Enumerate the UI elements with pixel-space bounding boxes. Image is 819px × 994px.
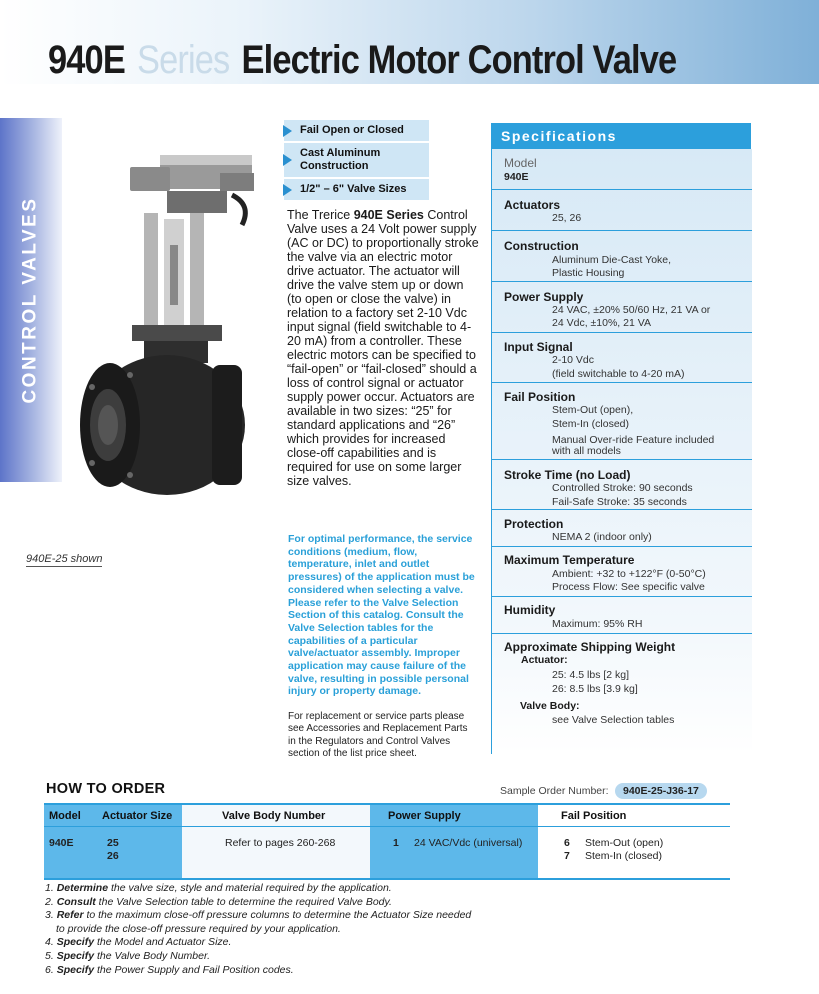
specifications-heading: Specifications xyxy=(491,123,751,149)
order-table-bottom-rule xyxy=(44,878,730,880)
step-text: to the maximum close-off pressure columns to determine the Actuator Size needed xyxy=(83,909,472,922)
order-header-actuator: Actuator Size xyxy=(102,810,173,822)
step-number: 1. xyxy=(45,882,54,894)
spec-value: Controlled Stroke: 90 seconds xyxy=(552,482,693,494)
application-warning: For optimal performance, the service conditions (medium, flow, temperature, inlet and outlet pressures) of the application must be considered when selecting a valve. Please refer to the Valve Selection Section of this catalog. Consult the Valve Selection tables for the capabilities of a particular valve/actuator assembly. Improper application may cause failure of the valve, resulting in possible personal injury or property damage. xyxy=(288,533,475,698)
order-step xyxy=(45,923,745,937)
step-text: to provide the close-off pressure required by your application. xyxy=(56,922,341,935)
step-verb: Refer xyxy=(56,909,84,922)
spec-value: Stem-Out (open), xyxy=(552,404,634,416)
step-verb: Consult xyxy=(56,895,96,908)
section-sidebar-label: CONTROL VALVES xyxy=(20,196,42,404)
description-lead: The Trerice xyxy=(287,208,354,222)
title-series: Series xyxy=(137,38,230,82)
feature-item xyxy=(284,143,429,179)
spec-title: Fail Position xyxy=(504,390,576,404)
spec-value: see Valve Selection tables xyxy=(552,714,675,726)
spec-power-supply xyxy=(492,282,752,333)
spec-value: Ambient: +32 to +122°F (0-50°C) xyxy=(552,568,706,580)
order-step xyxy=(45,950,745,964)
order-actuator-value: 25 xyxy=(107,837,119,849)
spec-model xyxy=(492,149,752,190)
feature-item xyxy=(284,120,429,143)
spec-value: 25, 26 xyxy=(552,212,582,224)
feature-text: Fail Open or Closed xyxy=(300,124,404,136)
title-model: 940E xyxy=(48,38,125,82)
spec-stroke-time xyxy=(492,460,752,510)
spec-value: 26: 8.5 lbs [3.9 kg] xyxy=(552,683,638,695)
feature-item xyxy=(284,179,429,202)
step-number: 5. xyxy=(45,949,54,962)
spec-value: Stem-In (closed) xyxy=(552,418,630,430)
spec-title: Input Signal xyxy=(504,340,573,354)
step-number: 4. xyxy=(45,936,54,949)
triangle-bullet-icon xyxy=(283,125,292,137)
order-steps xyxy=(45,882,745,977)
image-caption: 940E-25 shown xyxy=(26,553,103,565)
spec-value: 24 VAC, ±20% 50/60 Hz, 21 VA or xyxy=(552,304,711,316)
spec-title: Power Supply xyxy=(504,290,584,304)
step-text: the valve size, style and material required by the application. xyxy=(108,882,392,894)
specifications-panel xyxy=(491,149,752,754)
spec-subtitle: Valve Body: xyxy=(520,700,580,712)
order-fail-label: Stem-In (closed) xyxy=(585,850,663,862)
spec-title: Construction xyxy=(504,239,579,253)
product-description xyxy=(287,208,479,488)
step-text: the Model and Actuator Size. xyxy=(94,936,232,949)
image-caption-underline xyxy=(26,566,102,567)
spec-max-temperature xyxy=(492,547,752,597)
spec-input-signal xyxy=(492,333,752,383)
replacement-note: For replacement or service parts please see Accessories and Replacement Parts in the Regulators and Control Valves section of the list price sheet. xyxy=(288,711,468,760)
order-power-value: 24 VAC/Vdc (universal) xyxy=(414,837,523,849)
section-sidebar-label-wrap xyxy=(0,118,62,482)
order-step xyxy=(45,882,745,896)
spec-shipping-weight xyxy=(492,634,752,754)
order-header-model: Model xyxy=(49,810,81,822)
order-table-header-rule xyxy=(44,826,730,827)
spec-value: Fail-Safe Stroke: 35 seconds xyxy=(552,496,687,508)
order-fail-label: Stem-Out (open) xyxy=(585,837,664,849)
step-text: the Valve Body Number. xyxy=(94,949,210,962)
valve-product-image xyxy=(72,125,277,545)
page-title xyxy=(48,38,676,83)
description-body: Control Valve uses a 24 Volt power supply (AC or DC) to proportionally stroke the valve via an electric motor drive actuator. The actuator will drive the valve stem up or down (to open or close the valve) in relation to a factory set 2-10 Vdc input signal (field switchable to 4-20 mA) from a controller. These electric motors can be specified to “fail-open” or “fail-closed” should a loss of control signal or actuator supply power occur. Actuators are available in two sizes: “25” for standard applications and “26” which provides for increased close-off capabilities and is required for use on some larger size valves. xyxy=(287,208,479,488)
spec-value: 940E xyxy=(504,171,529,183)
order-table-top-rule xyxy=(44,803,730,805)
spec-value: Aluminum Die-Cast Yoke, xyxy=(552,254,672,266)
step-verb: Specify xyxy=(56,936,95,949)
spec-title: Humidity xyxy=(504,603,556,617)
step-number: 2. xyxy=(45,895,54,908)
description-emphasis: 940E Series xyxy=(353,208,424,222)
spec-actuators xyxy=(492,190,752,231)
spec-value: Process Flow: See specific valve xyxy=(552,581,705,593)
order-header-fail: Fail Position xyxy=(561,810,627,822)
spec-title: Model xyxy=(504,156,537,170)
spec-value: 2-10 Vdc xyxy=(552,354,595,366)
spec-protection xyxy=(492,510,752,547)
order-step xyxy=(45,936,745,950)
spec-value: NEMA 2 (indoor only) xyxy=(552,531,652,543)
spec-value: with all models xyxy=(552,445,621,457)
title-product: Electric Motor Control Valve xyxy=(241,38,677,82)
spec-value: 25: 4.5 lbs [2 kg] xyxy=(552,669,630,681)
step-number: 6. xyxy=(45,963,54,976)
triangle-bullet-icon xyxy=(283,184,292,196)
order-actuator-value: 26 xyxy=(107,850,119,862)
spec-value: Manual Over-ride Feature included xyxy=(552,434,715,446)
spec-construction xyxy=(492,231,752,282)
order-header-body: Valve Body Number xyxy=(222,810,326,822)
spec-title: Stroke Time (no Load) xyxy=(504,468,631,482)
spec-value: Plastic Housing xyxy=(552,267,625,279)
triangle-bullet-icon xyxy=(283,154,292,166)
feature-text: 1/2" – 6" Valve Sizes xyxy=(300,183,407,195)
spec-title: Actuators xyxy=(504,198,561,212)
order-step xyxy=(45,909,745,923)
step-verb: Specify xyxy=(56,949,95,962)
spec-title: Maximum Temperature xyxy=(504,553,635,567)
spec-value: (field switchable to 4-20 mA) xyxy=(552,368,685,380)
how-to-order-heading: HOW TO ORDER xyxy=(46,781,166,797)
spec-title: Protection xyxy=(504,517,564,531)
feature-text: Cast Aluminum Construction xyxy=(300,147,381,172)
step-verb: Specify xyxy=(56,963,95,976)
spec-fail-position xyxy=(492,383,752,460)
order-fail-code: 6 xyxy=(564,837,570,849)
spec-subtitle: Actuator: xyxy=(521,654,568,666)
sample-order-label: Sample Order Number: xyxy=(500,785,609,797)
spec-value: Maximum: 95% RH xyxy=(552,618,643,630)
step-verb: Determine xyxy=(56,882,109,894)
step-number: 3. xyxy=(45,909,54,922)
spec-humidity xyxy=(492,597,752,634)
order-model-value: 940E xyxy=(49,837,74,849)
order-body-value: Refer to pages 260-268 xyxy=(225,837,336,849)
step-text: the Power Supply and Fail Position codes. xyxy=(94,963,294,976)
order-step xyxy=(45,964,745,978)
spec-title: Approximate Shipping Weight xyxy=(504,640,676,654)
spec-value: 24 Vdc, ±10%, 21 VA xyxy=(552,317,651,329)
order-power-code: 1 xyxy=(393,837,399,849)
order-step xyxy=(45,896,745,910)
order-header-power: Power Supply xyxy=(388,810,461,822)
feature-list xyxy=(284,120,429,202)
step-text: the Valve Selection table to determine the required Valve Body. xyxy=(95,895,392,908)
sample-order-number: 940E-25-J36-17 xyxy=(615,783,707,799)
order-fail-code: 7 xyxy=(564,850,570,862)
